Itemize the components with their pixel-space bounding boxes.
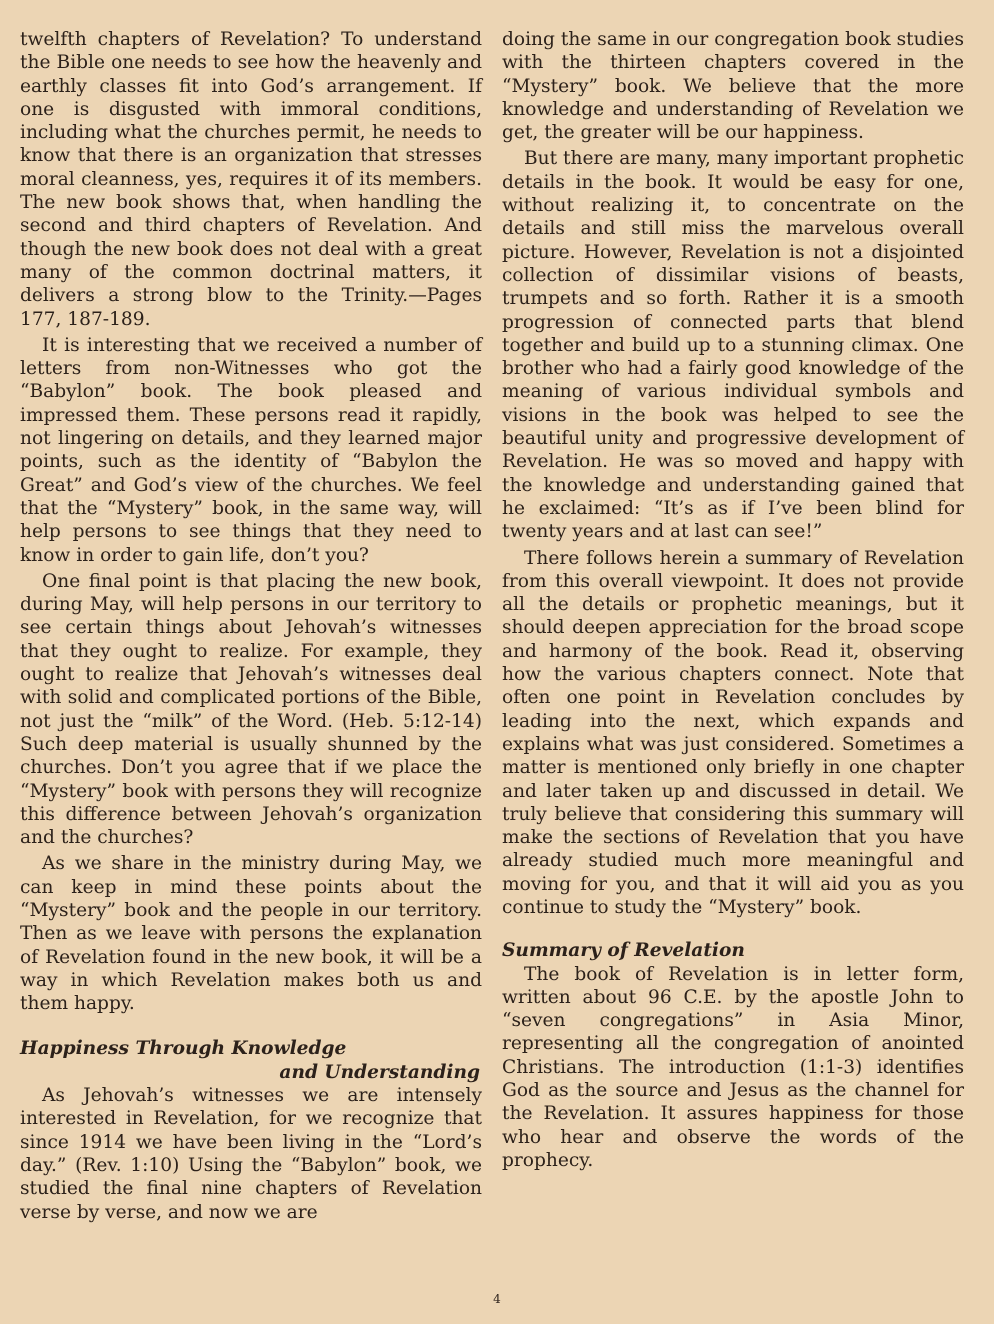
right-column xyxy=(502,28,964,1175)
paragraph: twelfth chapters of Revelation? To understand the Bible one needs to see how the heavenly and earthly classes fit into God’s arrangement. If one is disgusted with immoral conditions, including what the churches permit, he needs to know that there is an organization that stresses moral cleanness, yes, requires it of its members. The new book shows that, when handling the second and third chapters of Revelation. And though the new book does not deal with a great many of the common doctrinal matters, it delivers a strong blow to the Trinity.—Pages 177, 187-189. xyxy=(20,29,482,330)
paragraph: As Jehovah’s witnesses we are intensely interested in Revelation, for we recognize that since 1914 we have been living in the “Lord’s day.” (Rev. 1:10) Using the “Babylon” book, we studied the final nine chapters of Revelation verse by verse, and now we are xyxy=(20,1085,482,1223)
paragraph: There follows herein a summary of Revelation from this overall viewpoint. It does not provide all the details or prophetic meanings, but it should deepen appreciation for the broad scope and harmony of the book. Read it, observing how the various chapters connect. Note that often one point in Revelation concludes by leading into the next, which expands and explains what was just considered. Sometimes a matter is mentioned only briefly in one chapter and later taken up and discussed in detail. We truly believe that considering this summary will make the sections of Revelation that you have already studied much more meaningful and moving for you, and that it will aid you as you continue to study the “Mystery” book. xyxy=(502,547,964,918)
section-heading: Summary of Revelation xyxy=(502,940,745,962)
left-column xyxy=(20,28,482,1227)
section-heading-line2: and Understanding xyxy=(279,1061,480,1083)
paragraph: One final point is that placing the new book, during May, will help persons in our territory to see certain things about Jehovah’s witnesses that they ought to realize. For example, they ought to realize that Jehovah’s witnesses deal with solid and complicated portions of the Bible, not just the “milk” of the Word. (Heb. 5:12-14) Such deep material is usually shunned by the churches. Don’t you agree that if we place the “Mystery” book with persons they will recognize this difference between Jehovah’s organization and the churches? xyxy=(20,570,482,849)
section-heading-line1: Happiness Through Knowledge xyxy=(20,1038,347,1060)
section-heading xyxy=(20,1037,482,1084)
paragraph: The book of Revelation is in letter form, written about 96 C.E. by the apostle John to “seven congregations” in Asia Minor, representing all the congregation of anointed Christians. The introduction (1:1-3) identifies God as the source and Jesus as the channel for the Revelation. It assures happiness for those who hear and observe the words of the prophecy. xyxy=(502,963,964,1171)
page-number: 4 xyxy=(493,1292,501,1306)
paragraph: As we share in the ministry during May, we can keep in mind these points about the “Mystery” book and the people in our territory. Then as we leave with persons the explanation of Revelation found in the new book, it will be a way in which Revelation makes both us and them happy. xyxy=(20,853,482,1015)
paragraph: But there are many, many important prophetic details in the book. It would be easy for one, without realizing it, to concentrate on the details and still miss the marvelous overall picture. However, Revelation is not a disjointed collection of dissimilar visions of beasts, trumpets and so forth. Rather it is a smooth progression of connected parts that blend together and build up to a stunning climax. One brother who had a fairly good knowledge of the meaning of various individual symbols and visions in the book was helped to see the beautiful unity and progressive development of Revelation. He was so moved and happy with the knowledge and understanding gained that he exclaimed: “It’s as if I’ve been blind for twenty years and at last can see!” xyxy=(502,148,964,543)
paragraph: It is interesting that we received a number of letters from non-Witnesses who got the “Babylon” book. The book pleased and impressed them. These persons read it rapidly, not lingering on details, and they learned major points, such as the identity of “Babylon the Great” and God’s view of the churches. We feel that the “Mystery” book, in the same way, will help persons to see things that they need to know in order to gain life, don’t you? xyxy=(20,334,482,566)
paragraph: doing the same in our congregation book studies with the thirteen chapters covered in the “Mystery” book. We believe that the more knowledge and understanding of Revelation we get, the greater will be our happiness. xyxy=(502,29,964,144)
